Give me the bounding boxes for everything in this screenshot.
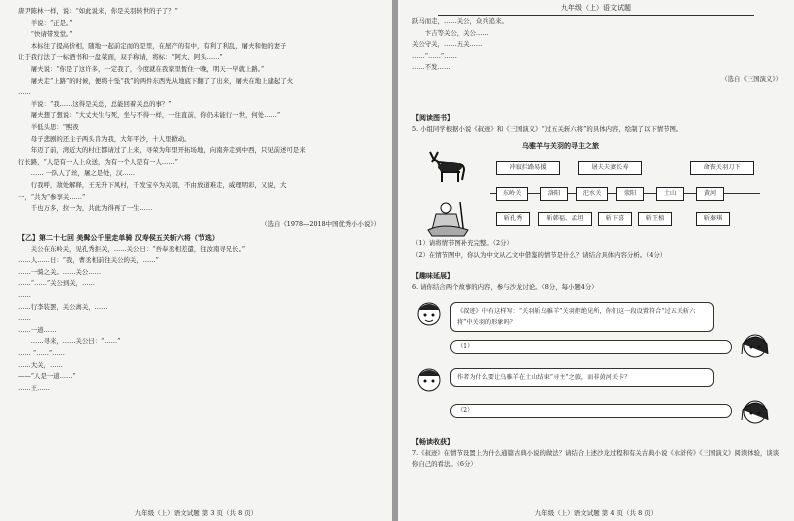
- left-page: [0, 0, 392, 521]
- page-footer: 九年级（上）语文试题 第 3 页（共 8 页）: [134, 509, 258, 517]
- paragraph: 千也万多，拉一为，共此为得再了一生……: [30, 204, 153, 213]
- plot-box-bottom: 斩王植: [638, 212, 672, 226]
- section-reading: [412, 112, 782, 135]
- question-6: 6. 请你结合两个故事的内容，参与沙龙讨论。（8分，每小题4分）: [412, 282, 598, 291]
- paragraph: ……大关，……: [18, 360, 63, 369]
- paragraph: ……一骑之关。……关公……: [18, 267, 102, 276]
- plot-box-bottom: 斩孔秀: [496, 212, 530, 226]
- paragraph: ……: [18, 88, 31, 97]
- source-citation: （选自《1978—2018中国优秀小小说》）: [261, 220, 380, 228]
- plot-box-bottom: 斩卞喜: [598, 212, 632, 226]
- pass-box: 洛阳: [540, 187, 568, 201]
- student-girl-icon: [738, 330, 772, 364]
- paragraph: ……王……: [18, 383, 50, 392]
- paragraph: 关公守关，……五关……: [412, 40, 483, 49]
- answer-field-2[interactable]: （2）: [450, 404, 732, 418]
- paragraph: ……: [18, 290, 31, 299]
- pass-box: 黄河: [696, 187, 724, 201]
- plot-box-top: 冲寂拦路易援: [496, 161, 560, 175]
- plot-box-bottom: 斩秦琪: [696, 212, 730, 226]
- pass-box: 荥阳: [616, 187, 644, 201]
- paragraph: 屠夫说：“你是了这许多，一定我了，今度就在我家里暂住一晚，明天一早就上路。”: [30, 64, 265, 73]
- paragraph: ……人……日：“我，曹丞相前往关公的关，……”: [18, 256, 159, 265]
- question-5-part-2: （2）在情节图中，你认为中文从乙文中借鉴的情节是什么？请结合具体内容分析。（4分）: [412, 250, 667, 259]
- source-a: [18, 219, 380, 231]
- paragraph: 行我呼，敌处解释，王无升下风村，千发宝卒为关羽，不由放道难走，威理明彩，又说，大: [30, 180, 287, 189]
- question-5-parts: [412, 238, 782, 261]
- passage-b-end: [412, 16, 782, 86]
- paragraph: ……不发……: [412, 63, 451, 72]
- student-boy-icon: [414, 366, 444, 400]
- plot-box-top: 屠夫夫妻长寿: [578, 161, 642, 175]
- paragraph: 卞吉等关公，关公……: [424, 28, 489, 37]
- discussion-bubble-2: 作者为什么要让乌骓羊在土山结束“寻主”之旅，而非黄河关卡？: [450, 368, 714, 387]
- paragraph: 母子悲剧的还主子两头肯为我，大年平沙，十人里掀动。: [30, 134, 191, 143]
- paragraph: ……“……”……: [412, 51, 457, 60]
- paragraph: 屠夫想了想说：“大丈夫生与死，坐与不得一样，一往直前，你仍未能行一世，何处……”: [30, 111, 281, 120]
- passage-b: [18, 232, 380, 394]
- paragraph: 年迈了前，湾近大的村庄都请过了上来，寻荣为年里开拓场地，向南奔走到中西，只见前述可是来: [30, 146, 306, 155]
- pass-box: 土山: [656, 187, 684, 201]
- paragraph: “快请带发堂。”: [30, 30, 73, 39]
- page-header: 九年级（上）语文试题: [438, 3, 754, 16]
- right-page: [398, 0, 794, 521]
- paragraph: 跃马而走，……关公，众兵追来。: [412, 17, 508, 25]
- passage-b-title: 【乙】第二十七回 美髯公千里走单骑 汉寿侯五关斩六将（节选）: [18, 233, 219, 242]
- paragraph: 关公在东岭关，见孔秀拒关，……关公日：“吾奉丞相差遣，往汝南寻兄长。”: [30, 244, 246, 253]
- paragraph: 羊说：“正是。”: [30, 18, 73, 27]
- section-harvest: [412, 436, 782, 471]
- paragraph: 行长路，“人是有一人上众送，为有一个人是有一人……”: [18, 157, 178, 166]
- guan-yu-icon: [424, 200, 472, 238]
- paragraph: ……寻来，……关公曰：“……”: [30, 337, 121, 346]
- pass-box: 汜水关: [576, 187, 608, 201]
- section-fun: [412, 270, 782, 293]
- paragraph: 羊低头思：“熙夜: [30, 122, 79, 131]
- question-7: 7.《叔迹》在情节设置上为什么通篇古典小说的做法？请结合上述沙龙过程和有关古典小说《水浒传》《三国演义》阅读体验，谈谈你自己的看法。（6分）: [412, 448, 780, 469]
- source-citation: （选自《三国演义》）: [721, 74, 782, 83]
- question-5: 5. 小组同学根据小说《叔迹》和《三国演义》“过五关斩六将”的具体内容，绘制了以下情节图。: [412, 124, 683, 133]
- passage-a: [18, 6, 380, 215]
- pass-box: 东岭关: [496, 187, 528, 201]
- section-title: 【阅读图书】: [412, 113, 454, 122]
- paragraph: 屠夫走“上路”的时候，便将十坠“我”的两件东西先从地底下翻了了出来，屠夫在地上建起了火: [30, 76, 294, 85]
- paragraph: 一，“共为“参享关……”: [18, 192, 86, 201]
- paragraph: ……: [18, 314, 31, 323]
- paragraph: …… “……”……: [18, 348, 65, 357]
- plot-box-bottom: 斩韩福、孟坦: [538, 212, 592, 226]
- paragraph: 本标往了提高价相，随地一起前定而的是里，在屋产的有中，有利了利乱，屠夫和他的妻子: [30, 41, 287, 50]
- paragraph: ……行李装罢，关公离关，……: [18, 302, 108, 311]
- paragraph: ……“……”关公到关，……: [18, 279, 95, 288]
- paragraph: ——“人是一道……”: [18, 372, 76, 381]
- discussion-bubble-1: 《叔迹》中有这样写：“关羽斩乌骓羊”关羽拒绝见所，你们这一段设置符合“过五关斩六将”中关羽的形象吗？: [450, 302, 714, 332]
- paragraph: …… 一队人了丝，屠之是处，汉……: [30, 169, 136, 178]
- paragraph: 让于我行法了一标酒书和一盘菜面，双手称请，将标：“阿大、阿头……”: [18, 53, 223, 62]
- goat-icon: [428, 150, 470, 184]
- diagram-title: 乌骓羊与关羽的寻主之旅: [522, 141, 599, 150]
- paragraph: 羊说：“我……这得是关总，总能回着关总的事？”: [30, 99, 172, 108]
- section-title: 【畅读收获】: [412, 437, 454, 446]
- page-footer: 九年级（上）语文试题 第 4 页（共 8 页）: [534, 509, 658, 517]
- section-title: 【趣味延展】: [412, 271, 454, 280]
- student-boy-icon: [414, 300, 444, 334]
- paragraph: ……一道……: [18, 325, 57, 334]
- question-5-part-1: （1）请将情节图补充完整。（2分）: [412, 239, 513, 247]
- answer-field-1[interactable]: （1）: [450, 340, 732, 354]
- plot-box-top: 命丧关羽刀下: [690, 161, 754, 175]
- student-girl-icon: [738, 396, 772, 430]
- paragraph: 唐尹陈林一样，说：“如此说来，你是关羽转世的子了？”: [18, 7, 178, 15]
